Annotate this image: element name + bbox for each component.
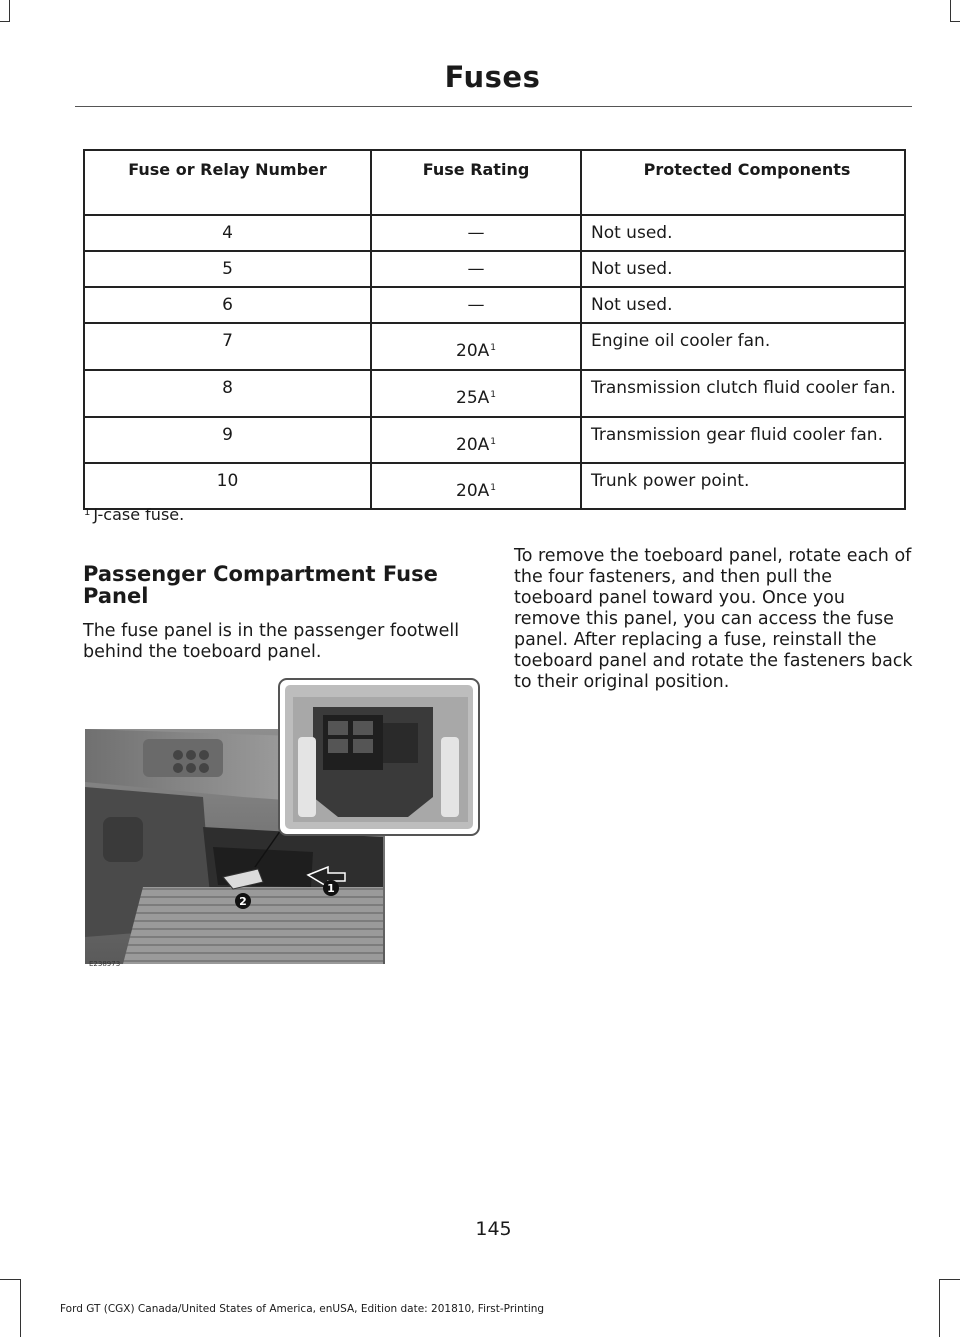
figure-code: E238973 bbox=[89, 960, 121, 968]
footnote-marker: 1 bbox=[490, 390, 496, 400]
edition-line: Ford GT (CGX) Canada/United States of America, enUSA, Edition date: 201810, First-Printing bbox=[60, 1303, 545, 1315]
callout-label: 1 bbox=[327, 882, 335, 895]
protected-components: Engine oil cooler fan. bbox=[581, 323, 905, 370]
protected-components: Transmission clutch fluid cooler fan. bbox=[581, 370, 905, 417]
table-row bbox=[84, 215, 905, 251]
fuse-number: 10 bbox=[84, 463, 371, 509]
fuse-number: 6 bbox=[84, 287, 371, 323]
title-divider bbox=[75, 106, 912, 107]
page-title: Fuses bbox=[444, 60, 541, 94]
table-row bbox=[84, 287, 905, 323]
protected-components: Not used. bbox=[581, 215, 905, 251]
crop-mark bbox=[0, 1279, 21, 1280]
table-row bbox=[84, 323, 905, 370]
crop-mark bbox=[950, 21, 960, 22]
crop-mark bbox=[939, 1279, 960, 1280]
protected-components: Not used. bbox=[581, 251, 905, 287]
fuse-number: 9 bbox=[84, 417, 371, 463]
crop-mark bbox=[20, 1279, 21, 1337]
fuse-rating: $20A^1$ bbox=[371, 323, 581, 370]
fuse-number: 4 bbox=[84, 215, 371, 251]
crop-mark bbox=[0, 21, 10, 22]
body-paragraph-left: The fuse panel is in the passenger footwell behind the toeboard panel. bbox=[83, 621, 460, 662]
table-row bbox=[84, 463, 905, 509]
fuse-rating: — bbox=[371, 215, 581, 251]
footnote-marker: 1 bbox=[490, 343, 496, 353]
section-heading: Passenger Compartment Fuse Panel bbox=[83, 562, 438, 608]
fuse-panel-illustration bbox=[83, 677, 483, 969]
table-footnote: $^1$ J-case fuse. bbox=[84, 505, 185, 524]
column-header-number: Fuse or Relay Number bbox=[84, 150, 371, 215]
table-row bbox=[84, 370, 905, 417]
footnote-marker: 1 bbox=[490, 483, 496, 493]
table-row bbox=[84, 417, 905, 463]
fuse-rating: $20A^1$ bbox=[371, 463, 581, 509]
protected-components: Not used. bbox=[581, 287, 905, 323]
fuse-rating: — bbox=[371, 251, 581, 287]
page-number: 145 bbox=[475, 1218, 512, 1240]
protected-components: Trunk power point. bbox=[581, 463, 905, 509]
crop-mark bbox=[950, 0, 951, 22]
crop-mark bbox=[939, 1279, 940, 1337]
fuse-rating: $25A^1$ bbox=[371, 370, 581, 417]
footnote-marker: 1 bbox=[490, 437, 496, 447]
fuse-table bbox=[83, 149, 906, 510]
protected-components: Transmission gear fluid cooler fan. bbox=[581, 417, 905, 463]
crop-mark bbox=[9, 0, 10, 22]
table-header-row bbox=[84, 150, 905, 215]
fuse-number: 8 bbox=[84, 370, 371, 417]
fuse-rating: — bbox=[371, 287, 581, 323]
body-paragraph-right: To remove the toeboard panel, rotate each of the four fasteners, and then pull the toeboard panel toward you. Once you remove this panel, you can access the fuse panel. After replacing a fuse, reinstall the toeboard panel and rotate the fasteners back to their original position. bbox=[514, 546, 913, 692]
fuse-rating: $20A^1$ bbox=[371, 417, 581, 463]
fuse-number: 7 bbox=[84, 323, 371, 370]
column-header-components: Protected Components bbox=[581, 150, 905, 215]
callout-label: 2 bbox=[239, 895, 247, 908]
column-header-rating: Fuse Rating bbox=[371, 150, 581, 215]
fuse-number: 5 bbox=[84, 251, 371, 287]
table-row bbox=[84, 251, 905, 287]
inset-detail bbox=[279, 679, 479, 835]
